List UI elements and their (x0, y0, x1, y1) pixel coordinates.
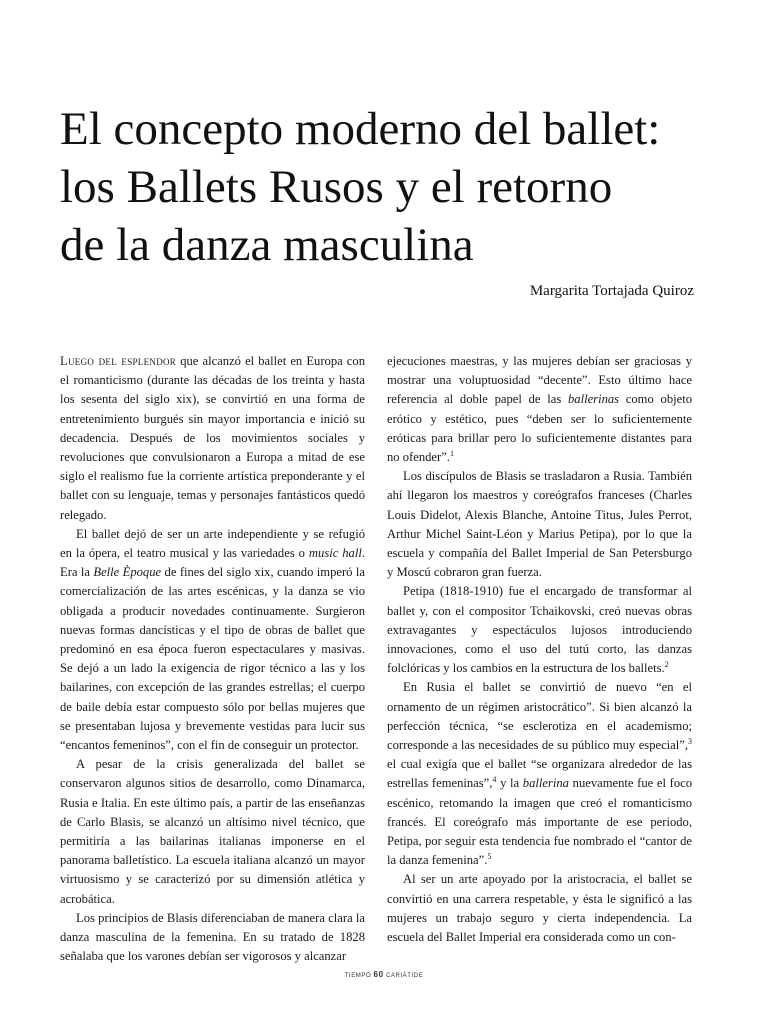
paragraph (387, 678, 692, 870)
italic-term: Belle Èpoque (93, 565, 162, 580)
paragraph (60, 525, 365, 755)
footnote-ref: 2 (664, 660, 669, 670)
paragraph-text: como objeto erótico y estético, pues “deben ser lo suficientemente eróticas para brillar pero lo suficientemente distantes para no ofender”. (387, 392, 692, 465)
paragraph (387, 582, 692, 678)
title-line-1: El concepto moderno del ballet: (60, 103, 661, 155)
paragraph-text: El ballet dejó de ser un arte independiente y se refugió en la ópera, el teatro musical y las variedades o (60, 526, 365, 561)
footnote-ref: 3 (688, 736, 692, 746)
paragraph (387, 352, 692, 467)
right-column (387, 352, 692, 947)
paragraph: Los principios de Blasis diferenciaban de manera clara la danza masculina de la femenina. En su tratado de 1828 señalaba que los varones debían ser vigorosos y alcanzar (60, 910, 365, 964)
italic-term: ballerina (522, 776, 569, 791)
paragraph-text: el cual exigía que el ballet “se organizara alrededor de las estrellas femeninas”, (387, 757, 692, 791)
footnote-ref: 5 (487, 852, 492, 862)
page-footer (0, 970, 768, 979)
paragraph: Al ser un arte apoyado por la aristocracia, el ballet se convirtió en una carrera respetable, y ésta le significó a las mujeres un trabajo seguro y cierta independencia. La escuela del Ballet Imperial era considerada como un con- (387, 872, 692, 945)
paragraph-text: que alcanzó el ballet en Europa con el romanticismo (durante las décadas de los treinta y hasta los sesenta del siglo xix), se convirtió en una forma de entretenimiento burgués sin mayor importancia e inició su decadencia. Después de los movimientos sociales y revoluciones que convulsionaron a Europa a mitad de ese siglo el realismo fue la corriente artística preponderante y el ballet con su lenguaje, temas y personajes fantásticos quedó relegado. (60, 354, 365, 522)
footnote-ref: 4 (492, 775, 497, 785)
left-column (60, 352, 365, 967)
title-line-3: de la danza masculina (60, 219, 474, 271)
article-author: Margarita Tortajada Quiroz (529, 283, 694, 299)
footer-publication: TIEMPO (344, 973, 372, 979)
title-line-2: los Ballets Rusos y el retorno (60, 161, 613, 213)
paragraph-text: ejecuciones maestras, y las mujeres debían ser graciosas y mostrar una voluptuosidad “decente”. Esto último hace referencia al doble papel de las (387, 354, 692, 407)
article-title (60, 100, 720, 274)
paragraph-text: de fines del siglo xix, cuando imperó la comercialización de las artes escénicas, y la danza se vio obligada a producir novedades continuamente. Surgieron nuevas formas dancísticas y el tipo de obras de ballet que predominó en esa época fueron espectaculares y masivas. Se dejó a un lado la exigencia de rigor técnico a las y los bailarines, con excepción de las grandes estrellas; el cuerpo de baile debía estar compuesto sólo por bellas mujeres que se presentaban lujosa y brevemente vestidas para lucir sus “encantos femeninos”, con el fin de conseguir un protector. (60, 565, 365, 753)
italic-term: ballerinas (567, 392, 620, 407)
paragraph-text: nuevamente fue el foco escénico, retomando la imagen que creó el romanticismo francés. El coreógrafo más importante de ese periodo, Petipa, por seguir esta tendencia fue nombrado el “cantor de la danza femenina”. (387, 776, 693, 868)
paragraph (60, 352, 365, 525)
paragraph-text: Petipa (1818-1910) fue el encargado de transformar al ballet y, con el compositor Tchaikovski, creó nuevas obras extravagantes y espectáculos lujosos introduciendo innovaciones, como el uso del tutú corto, las danzas folclóricas y los cambios en la estructura de los ballets. (387, 584, 692, 676)
footnote-ref: 1 (449, 448, 454, 458)
paragraph: A pesar de la crisis generalizada del ballet se conservaron algunos sitios de desarrollo, como Dinamarca, Rusia e Italia. En este último país, a partir de las enseñanzas de Carlo Blasis, se alcanzó un altísimo nivel técnico, que permitiría a las bailarinas italianas imponerse en el panorama balletístico. La escuela italiana alcanzó un mayor virtuosismo y se caracterizó por su dimensión atlética y acrobática. (60, 757, 365, 906)
footer-section: CARIÁTIDE (385, 973, 424, 979)
paragraph-text: . Era la (60, 546, 365, 580)
paragraph-text: y la (496, 776, 523, 791)
page-number: 60 (373, 970, 384, 979)
lead-in-text: Luego del esplendor (60, 354, 177, 368)
paragraph: Los discípulos de Blasis se trasladaron a Rusia. También ahí llegaron los maestros y coreógrafos franceses (Charles Louis Didelot, Alexis Blanche, Antoine Titus, Jules Perrot, Arthur Michel Saint-Léon y Marius Petipa), por lo que la escuela y compañía del Ballet Imperial de San Petersburgo y Moscú cobraron gran fuerza. (387, 469, 692, 580)
paragraph-text: En Rusia el ballet se convirtió de nuevo “en el ornamento de un régimen aristocrático”. Si bien alcanzó la perfección técnica, “se esclerotiza en el academismo; corresponde a las necesidades de su público muy especial”, (387, 680, 692, 753)
italic-term: music hall (308, 546, 362, 561)
